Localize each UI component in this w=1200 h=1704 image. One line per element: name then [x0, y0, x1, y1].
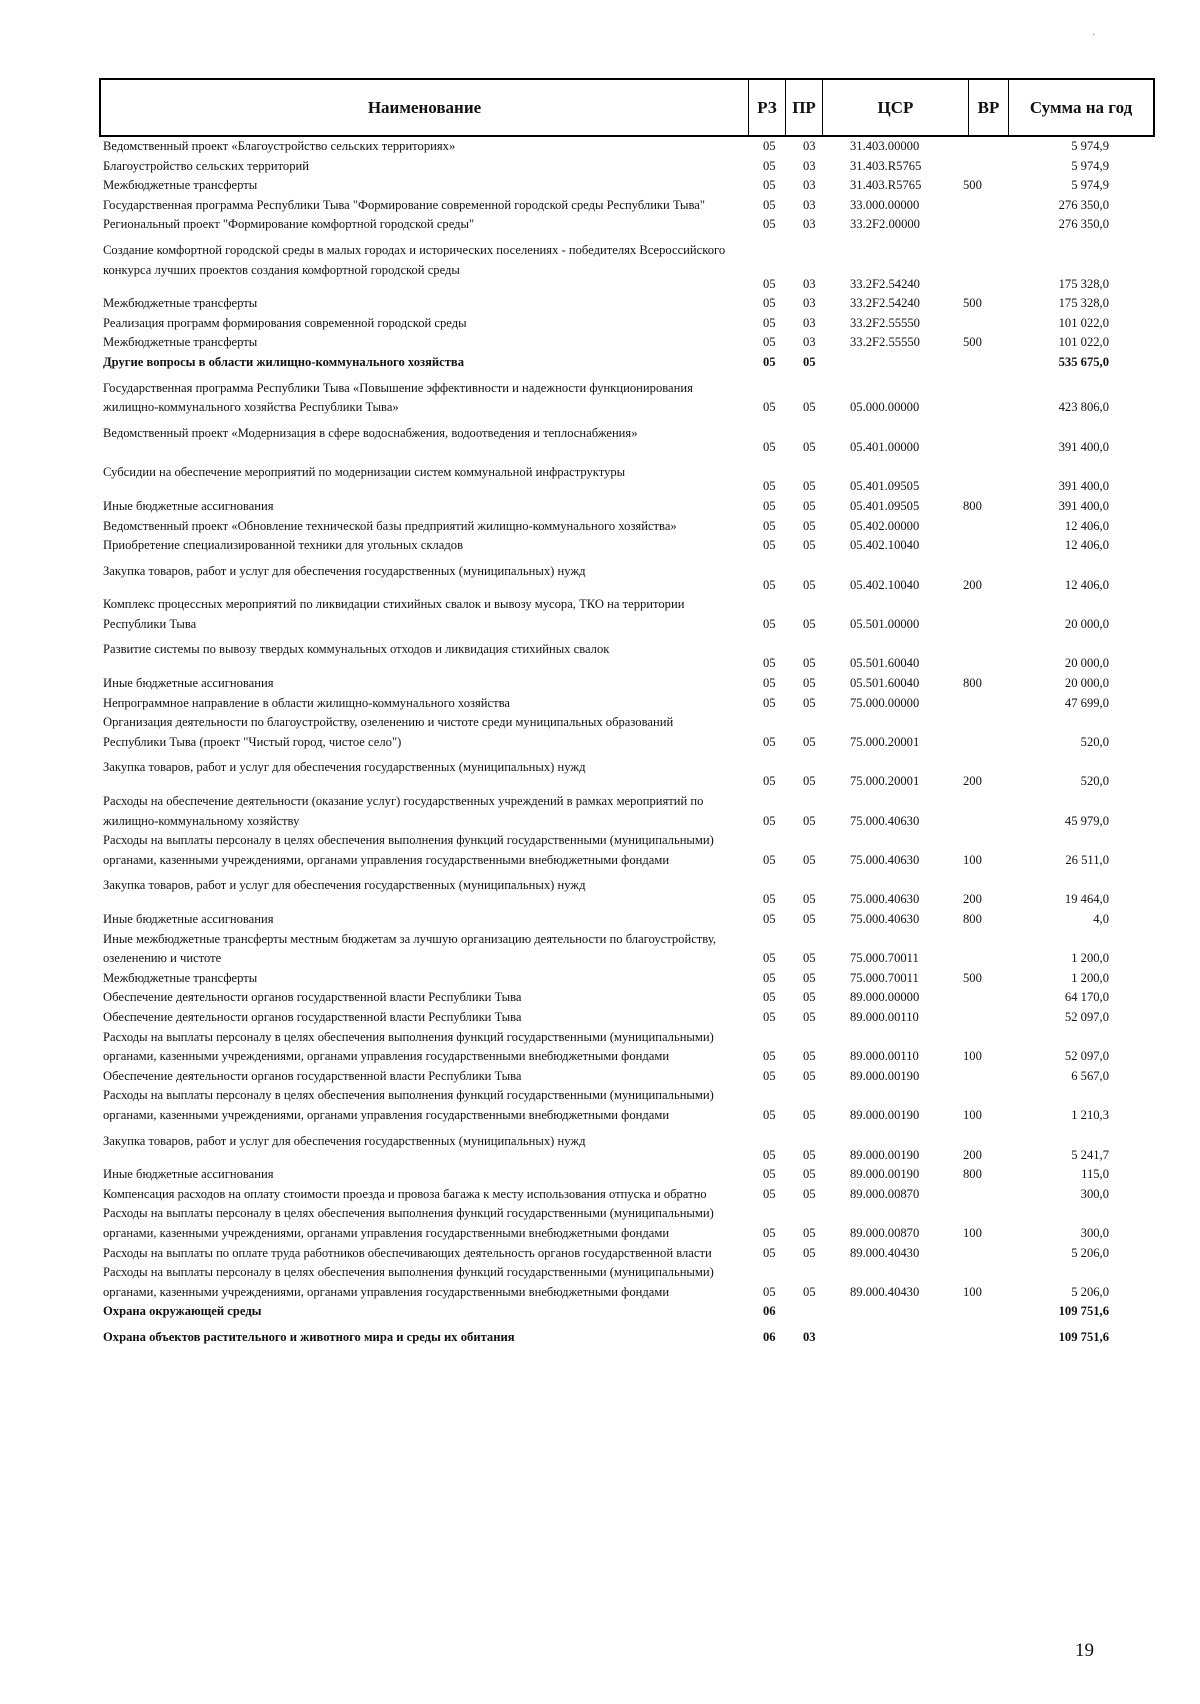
row-sum: 276 350,0: [1058, 197, 1109, 212]
row-pr: 05: [803, 774, 816, 789]
table-row: [103, 457, 1153, 497]
row-rz: 05: [763, 335, 776, 350]
header-name: Наименование: [101, 80, 749, 135]
table-row: [103, 517, 1153, 537]
row-rz: 06: [763, 1304, 776, 1319]
row-pr: 03: [803, 197, 816, 212]
row-rz: 05: [763, 498, 776, 513]
row-sum: 5 206,0: [1071, 1245, 1109, 1260]
table-row: [103, 870, 1153, 910]
row-sum: 5 241,7: [1071, 1147, 1109, 1162]
row-name: Непрограммное направление в области жилищно-коммунального хозяйства: [103, 695, 510, 710]
row-pr: 05: [803, 656, 816, 671]
row-name: Межбюджетные трансферты: [103, 296, 258, 311]
row-csr: 05.501.60040: [850, 676, 920, 691]
table-row: [103, 176, 1153, 196]
row-sum: 535 675,0: [1058, 354, 1109, 369]
row-vr: 500: [963, 335, 982, 350]
row-name: Обеспечение деятельности органов государственной власти Республики Тыва: [103, 990, 522, 1005]
table-row: [103, 157, 1153, 177]
row-name: Региональный проект "Формирование комфортной городской среды": [103, 217, 475, 232]
row-sum: 20 000,0: [1064, 676, 1109, 691]
row-csr: 33.2F2.54240: [850, 276, 920, 291]
header-vr: ВР: [969, 80, 1009, 135]
row-name: Закупка товаров, работ и услуг для обеспечения государственных (муниципальных) нужд: [103, 878, 586, 893]
row-csr: 89.000.00190: [850, 1107, 920, 1122]
row-name: Ведомственный проект «Обновление технической базы предприятий жилищно-коммунального хозяйства»: [103, 518, 677, 533]
table-row: [103, 235, 1153, 294]
row-rz: 05: [763, 1049, 776, 1064]
row-sum: 47 699,0: [1064, 695, 1109, 710]
row-name: Организация деятельности по благоустройству, озеленению и чистоте среди муниципальных образований Республики Тыва (проект "Чистый город, чистое село"): [103, 715, 674, 749]
row-pr: 03: [803, 178, 816, 193]
row-pr: 05: [803, 676, 816, 691]
row-rz: 05: [763, 479, 776, 494]
row-sum: 300,0: [1080, 1225, 1109, 1240]
row-rz: 05: [763, 178, 776, 193]
row-vr: 200: [963, 892, 982, 907]
row-csr: 75.000.70011: [850, 970, 919, 985]
row-vr: 200: [963, 774, 982, 789]
row-name: Иные бюджетные ассигнования: [103, 1167, 274, 1182]
row-rz: 05: [763, 774, 776, 789]
row-pr: 05: [803, 1167, 816, 1182]
table-row: [103, 333, 1153, 353]
table-row: [103, 1126, 1153, 1166]
row-csr: 33.2F2.54240: [850, 296, 920, 311]
row-rz: 05: [763, 656, 776, 671]
row-name: Расходы на выплаты персоналу в целях обеспечения выполнения функций государственными (муниципальными) органами, казенными учреждениями, органами управления государственными внебюджетными фондами: [103, 1265, 714, 1299]
table-row: [103, 1165, 1153, 1185]
row-vr: 500: [963, 296, 982, 311]
row-csr: 05.401.00000: [850, 439, 920, 454]
row-csr: 05.402.10040: [850, 538, 920, 553]
row-pr: 05: [803, 734, 816, 749]
row-pr: 03: [803, 315, 816, 330]
row-pr: 03: [803, 158, 816, 173]
row-rz: 06: [763, 1329, 776, 1344]
table-row: [103, 694, 1153, 714]
table-row: [103, 1185, 1153, 1205]
row-sum: 12 406,0: [1064, 538, 1109, 553]
row-sum: 6 567,0: [1071, 1068, 1109, 1083]
corner-mark: ·: [1092, 30, 1096, 41]
row-csr: 89.000.00190: [850, 1147, 920, 1162]
row-name: Иные бюджетные ассигнования: [103, 498, 274, 513]
row-sum: 1 200,0: [1071, 951, 1109, 966]
row-sum: 5 974,9: [1071, 178, 1109, 193]
row-sum: 520,0: [1080, 734, 1109, 749]
row-rz: 05: [763, 296, 776, 311]
row-sum: 19 464,0: [1064, 892, 1109, 907]
table-row: [103, 418, 1153, 458]
row-name: Иные бюджетные ассигнования: [103, 912, 274, 926]
page-number: 19: [1075, 1640, 1094, 1661]
row-pr: 05: [803, 479, 816, 494]
row-csr: 33.000.00000: [850, 197, 920, 212]
row-vr: 100: [963, 1284, 982, 1299]
row-pr: 03: [803, 335, 816, 350]
header-pr: ПР: [786, 80, 823, 135]
row-rz: 05: [763, 1186, 776, 1201]
row-sum: 4,0: [1093, 912, 1109, 926]
row-pr: 05: [803, 813, 816, 828]
row-sum: 64 170,0: [1064, 990, 1109, 1005]
row-sum: 1 210,3: [1071, 1107, 1109, 1122]
row-sum: 109 751,6: [1058, 1304, 1109, 1319]
row-name: Охрана объектов растительного и животного мира и среды их обитания: [103, 1329, 515, 1344]
row-pr: 03: [803, 217, 816, 232]
row-pr: 05: [803, 1049, 816, 1064]
row-rz: 05: [763, 439, 776, 454]
table-header: [99, 78, 1155, 137]
row-sum: 101 022,0: [1058, 315, 1109, 330]
row-pr: 05: [803, 852, 816, 867]
row-vr: 200: [963, 1147, 982, 1162]
row-sum: 423 806,0: [1058, 400, 1109, 415]
row-name: Межбюджетные трансферты: [103, 335, 258, 350]
row-name: Обеспечение деятельности органов государственной власти Республики Тыва: [103, 1009, 522, 1024]
row-csr: 89.000.00190: [850, 1167, 920, 1182]
row-name: Комплекс процессных мероприятий по ликвидации стихийных свалок и вывозу мусора, ТКО на территории Республики Тыва: [103, 597, 685, 631]
row-rz: 05: [763, 912, 776, 926]
row-csr: 05.501.00000: [850, 616, 920, 631]
row-name: Ведомственный проект «Модернизация в сфере водоснабжения, водоотведения и теплоснабжения»: [103, 425, 638, 440]
row-pr: 05: [803, 1225, 816, 1240]
row-pr: 05: [803, 354, 816, 369]
row-csr: 75.000.00000: [850, 695, 920, 710]
row-sum: 26 511,0: [1065, 852, 1109, 867]
table-row: [103, 1008, 1153, 1028]
row-sum: 175 328,0: [1058, 276, 1109, 291]
row-csr: 31.403.R5765: [850, 178, 922, 193]
row-name: Расходы на выплаты персоналу в целях обеспечения выполнения функций государственными (муниципальными) органами, казенными учреждениями, органами управления государственными внебюджетными фондами: [103, 1088, 714, 1122]
row-name: Благоустройство сельских территорий: [103, 158, 309, 173]
row-sum: 175 328,0: [1058, 296, 1109, 311]
row-name: Закупка товаров, работ и услуг для обеспечения государственных (муниципальных) нужд: [103, 563, 586, 578]
row-name: Ведомственный проект «Благоустройство сельских территориях»: [103, 139, 456, 153]
row-rz: 05: [763, 217, 776, 232]
row-rz: 05: [763, 538, 776, 553]
row-sum: 276 350,0: [1058, 217, 1109, 232]
table-row: [103, 831, 1153, 870]
row-csr: 89.000.00870: [850, 1225, 920, 1240]
row-csr: 75.000.20001: [850, 734, 920, 749]
row-name: Межбюджетные трансферты: [103, 970, 258, 985]
row-csr: 89.000.00110: [850, 1049, 919, 1064]
row-pr: 05: [803, 1186, 816, 1201]
row-rz: 05: [763, 139, 776, 153]
row-rz: 05: [763, 990, 776, 1005]
row-rz: 05: [763, 1147, 776, 1162]
table-row: [103, 1322, 1153, 1348]
row-rz: 05: [763, 315, 776, 330]
row-csr: 75.000.40630: [850, 813, 920, 828]
table-row: [103, 1244, 1153, 1264]
row-sum: 391 400,0: [1058, 498, 1109, 513]
row-pr: 05: [803, 912, 816, 926]
table-row: [103, 1028, 1153, 1067]
row-pr: 03: [803, 1329, 816, 1344]
table-row: [103, 215, 1153, 235]
row-pr: 05: [803, 616, 816, 631]
table-row: [103, 536, 1153, 556]
row-pr: 05: [803, 1009, 816, 1024]
table-row: [103, 1067, 1153, 1087]
row-pr: 05: [803, 990, 816, 1005]
row-name: Государственная программа Республики Тыва «Повышение эффективности и надежности функционирования жилищно-коммунального хозяйства Республики Тыва»: [103, 380, 693, 415]
row-name: Расходы на обеспечение деятельности (оказание услуг) государственных учреждений в рамках мероприятий по жилищно-коммунальному хозяйству: [103, 794, 704, 828]
row-name: Расходы на выплаты персоналу в целях обеспечения выполнения функций государственными (муниципальными) органами, казенными учреждениями, органами управления государственными внебюджетными фондами: [103, 833, 714, 867]
row-vr: 800: [963, 912, 982, 926]
row-sum: 520,0: [1080, 774, 1109, 789]
table-row: [103, 1302, 1153, 1322]
row-pr: 05: [803, 1147, 816, 1162]
row-rz: 05: [763, 970, 776, 985]
row-rz: 05: [763, 1068, 776, 1083]
row-csr: 33.2F2.55550: [850, 335, 920, 350]
row-rz: 05: [763, 1225, 776, 1240]
row-sum: 12 406,0: [1064, 518, 1109, 533]
table-row: [103, 373, 1153, 418]
row-csr: 05.402.10040: [850, 577, 920, 592]
row-vr: 100: [963, 852, 982, 867]
row-rz: 05: [763, 354, 776, 369]
table-row: [103, 294, 1153, 314]
row-vr: 500: [963, 178, 982, 193]
row-sum: 5 974,9: [1071, 139, 1109, 153]
row-sum: 391 400,0: [1058, 479, 1109, 494]
row-name: Закупка товаров, работ и услуг для обеспечения государственных (муниципальных) нужд: [103, 760, 586, 775]
row-sum: 1 200,0: [1071, 970, 1109, 985]
row-pr: 05: [803, 892, 816, 907]
row-pr: 05: [803, 695, 816, 710]
row-rz: 05: [763, 852, 776, 867]
table-row: [103, 674, 1153, 694]
table-row: [103, 353, 1153, 373]
row-csr: 33.2F2.00000: [850, 217, 920, 232]
row-rz: 05: [763, 1107, 776, 1122]
row-vr: 100: [963, 1107, 982, 1122]
row-csr: 05.000.00000: [850, 400, 920, 415]
row-csr: 05.501.60040: [850, 656, 920, 671]
row-pr: 05: [803, 538, 816, 553]
row-rz: 05: [763, 813, 776, 828]
row-pr: 05: [803, 439, 816, 454]
row-sum: 52 097,0: [1064, 1049, 1109, 1064]
row-pr: 05: [803, 1107, 816, 1122]
row-rz: 05: [763, 951, 776, 966]
row-pr: 03: [803, 296, 816, 311]
table-row: [103, 137, 1153, 157]
table-row: [103, 792, 1153, 831]
row-csr: 31.403.00000: [850, 139, 920, 153]
row-sum: 20 000,0: [1064, 616, 1109, 631]
row-name: Расходы на выплаты персоналу в целях обеспечения выполнения функций государственными (муниципальными) органами, казенными учреждениями, органами управления государственными внебюджетными фондами: [103, 1206, 714, 1240]
table-row: [103, 910, 1153, 930]
table-row: [103, 196, 1153, 216]
row-pr: 03: [803, 276, 816, 291]
row-csr: 75.000.40630: [850, 912, 920, 926]
row-csr: 31.403.R5765: [850, 158, 922, 173]
row-rz: 05: [763, 577, 776, 592]
row-name: Охрана окружающей среды: [103, 1304, 262, 1319]
row-csr: 75.000.70011: [850, 951, 919, 966]
row-csr: 75.000.40630: [850, 892, 920, 907]
row-sum: 45 979,0: [1064, 813, 1109, 828]
row-sum: 109 751,6: [1058, 1329, 1109, 1344]
row-sum: 115,0: [1081, 1167, 1109, 1182]
row-name: Приобретение специализированной техники для угольных складов: [103, 538, 464, 553]
row-name: Создание комфортной городской среды в малых городах и исторических поселениях - победителях Всероссийского конкурса лучших проектов создания комфортной городской среды: [103, 242, 726, 277]
row-csr: 05.402.00000: [850, 518, 920, 533]
table-row: [103, 634, 1153, 674]
row-pr: 05: [803, 970, 816, 985]
row-rz: 05: [763, 1284, 776, 1299]
row-pr: 05: [803, 1284, 816, 1299]
row-csr: 89.000.00190: [850, 1068, 920, 1083]
row-name: Компенсация расходов на оплату стоимости проезда и провоза багажа к месту использования отпуска и обратно: [103, 1186, 707, 1201]
row-vr: 800: [963, 1167, 982, 1182]
row-sum: 5 206,0: [1071, 1284, 1109, 1299]
row-name: Расходы на выплаты персоналу в целях обеспечения выполнения функций государственными (муниципальными) органами, казенными учреждениями, органами управления государственными внебюджетными фондами: [103, 1029, 714, 1064]
row-rz: 05: [763, 676, 776, 691]
row-name: Государственная программа Республики Тыва "Формирование современной городской среды Республики Тыва": [103, 197, 705, 212]
row-rz: 05: [763, 197, 776, 212]
header-sum: Сумма на год: [1029, 97, 1133, 117]
row-rz: 05: [763, 616, 776, 631]
row-csr: 89.000.40430: [850, 1245, 920, 1260]
row-vr: 500: [963, 970, 982, 985]
row-name: Развитие системы по вывозу твердых коммунальных отходов и ликвидация стихийных свалок: [103, 642, 610, 657]
row-vr: 100: [963, 1049, 982, 1064]
table-row: [103, 595, 1153, 634]
table-row: [103, 314, 1153, 334]
row-sum: 300,0: [1080, 1186, 1109, 1201]
row-rz: 05: [763, 1009, 776, 1024]
row-pr: 05: [803, 518, 816, 533]
row-name: Реализация программ формирования современной городской среды: [103, 315, 467, 330]
header-rz: РЗ: [749, 80, 786, 135]
row-rz: 05: [763, 276, 776, 291]
row-csr: 75.000.40630: [850, 852, 920, 867]
row-name: Межбюджетные трансферты: [103, 178, 258, 193]
row-pr: 05: [803, 577, 816, 592]
row-vr: 800: [963, 498, 982, 513]
row-csr: 05.401.09505: [850, 479, 920, 494]
row-name: Закупка товаров, работ и услуг для обеспечения государственных (муниципальных) нужд: [103, 1133, 586, 1148]
row-csr: 89.000.00000: [850, 990, 920, 1005]
row-csr: 89.000.00110: [850, 1009, 919, 1024]
row-sum: 101 022,0: [1058, 335, 1109, 350]
row-csr: 89.000.00870: [850, 1186, 920, 1201]
row-csr: 33.2F2.55550: [850, 315, 920, 330]
row-rz: 05: [763, 1245, 776, 1260]
row-sum: 20 000,0: [1064, 656, 1109, 671]
table-row: [103, 1086, 1153, 1125]
row-sum: 52 097,0: [1064, 1009, 1109, 1024]
row-pr: 05: [803, 1068, 816, 1083]
row-rz: 05: [763, 1167, 776, 1182]
table-row: [103, 969, 1153, 989]
row-rz: 05: [763, 518, 776, 533]
table-row: [103, 1263, 1153, 1302]
row-name: Другие вопросы в области жилищно-коммунального хозяйства: [103, 354, 465, 369]
table-body: [103, 137, 1153, 1347]
table-row: [103, 497, 1153, 517]
row-pr: 05: [803, 951, 816, 966]
row-name: Субсидии на обеспечение мероприятий по модернизации систем коммунальной инфраструктуры: [103, 465, 626, 480]
table-row: [103, 752, 1153, 792]
row-sum: 5 974,9: [1071, 158, 1109, 173]
row-rz: 05: [763, 892, 776, 907]
row-name: Иные межбюджетные трансферты местным бюджетам за лучшую организацию деятельности по благоустройству, озеленению и чистоте: [103, 931, 717, 966]
table-row: [103, 1204, 1153, 1243]
row-sum: 12 406,0: [1064, 577, 1109, 592]
row-rz: 05: [763, 158, 776, 173]
row-sum: 391 400,0: [1058, 439, 1109, 454]
table-row: [103, 556, 1153, 596]
row-vr: 100: [963, 1225, 982, 1240]
row-name: Иные бюджетные ассигнования: [103, 676, 274, 691]
row-pr: 05: [803, 498, 816, 513]
row-csr: 89.000.40430: [850, 1284, 920, 1299]
header-csr: ЦСР: [823, 80, 969, 135]
row-pr: 03: [803, 139, 816, 153]
table-row: [103, 988, 1153, 1008]
row-csr: 05.401.09505: [850, 498, 920, 513]
table-row: [103, 930, 1153, 969]
row-name: Расходы на выплаты по оплате труда работников обеспечивающих деятельность органов государственной власти: [103, 1245, 712, 1260]
row-pr: 05: [803, 1245, 816, 1260]
row-csr: 75.000.20001: [850, 774, 920, 789]
row-vr: 200: [963, 577, 982, 592]
row-rz: 05: [763, 400, 776, 415]
row-rz: 05: [763, 695, 776, 710]
row-rz: 05: [763, 734, 776, 749]
row-vr: 800: [963, 676, 982, 691]
row-name: Обеспечение деятельности органов государственной власти Республики Тыва: [103, 1068, 522, 1083]
row-pr: 05: [803, 400, 816, 415]
table-row: [103, 713, 1153, 752]
